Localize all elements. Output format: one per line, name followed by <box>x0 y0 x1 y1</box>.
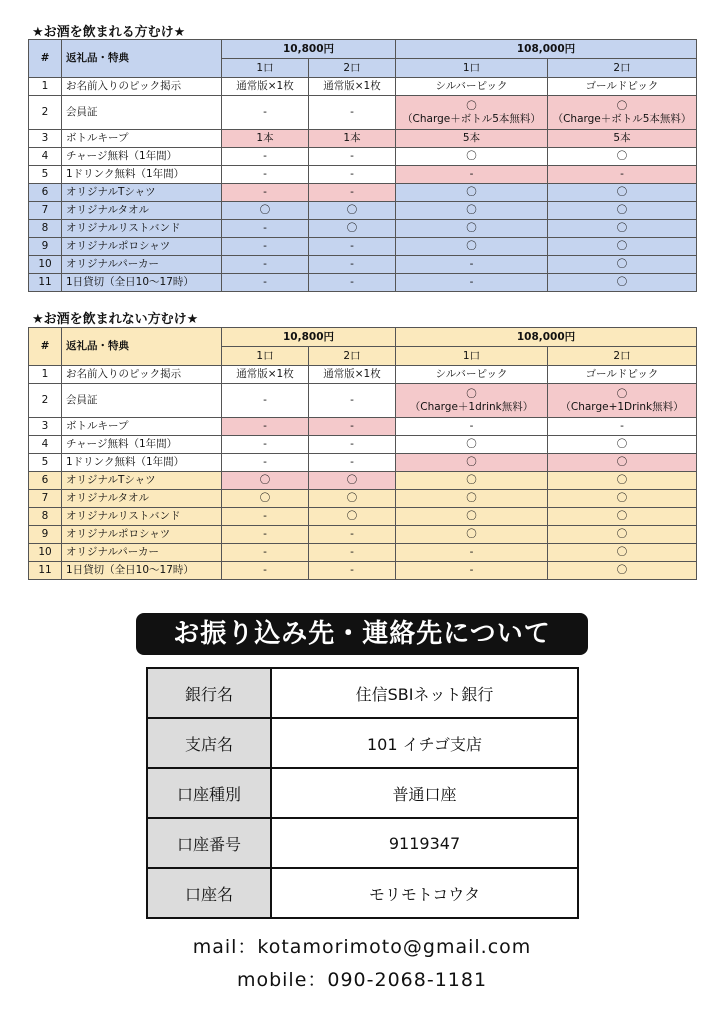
contact-mail: mail：kotamorimoto@gmail.com <box>192 936 532 958</box>
row-cell: 〇 <box>222 472 309 490</box>
header-unit: 1口 <box>222 59 309 78</box>
row-num: 8 <box>29 508 62 526</box>
bank-row <box>147 768 578 818</box>
header-num: # <box>29 40 62 78</box>
row-cell: - <box>396 418 548 436</box>
row-cell: - <box>222 238 309 256</box>
row-num: 10 <box>29 544 62 562</box>
bank-value: 普通口座 <box>271 768 578 818</box>
row-num: 5 <box>29 454 62 472</box>
bank-label: 銀行名 <box>147 668 271 718</box>
row-num: 5 <box>29 166 62 184</box>
row-cell: - <box>222 508 309 526</box>
row-name: ボトルキープ <box>62 418 222 436</box>
row-cell: 〇 <box>222 490 309 508</box>
row-cell: - <box>309 256 396 274</box>
row-cell: - <box>396 562 548 580</box>
row-num: 1 <box>29 366 62 384</box>
row-cell: 〇 <box>548 274 697 292</box>
row-name: オリジナルTシャツ <box>62 472 222 490</box>
bank-label: 口座種別 <box>147 768 271 818</box>
section-title-drinkers: ★お酒を飲まれる方むけ★ <box>32 25 186 40</box>
row-cell: 5本 <box>548 130 697 148</box>
row-cell: 〇 <box>396 436 548 454</box>
table-row <box>29 96 697 130</box>
row-cell: 〇 <box>396 220 548 238</box>
table-row <box>29 454 697 472</box>
row-name: チャージ無料（1年間） <box>62 436 222 454</box>
bank-row <box>147 868 578 918</box>
row-cell: - <box>309 96 396 130</box>
row-cell: - <box>309 436 396 454</box>
header-item: 返礼品・特典 <box>62 328 222 366</box>
row-cell: - <box>548 418 697 436</box>
row-cell: - <box>396 544 548 562</box>
header-unit: 2口 <box>548 59 697 78</box>
bank-row <box>147 668 578 718</box>
bank-row <box>147 718 578 768</box>
row-name: オリジナルタオル <box>62 202 222 220</box>
row-num: 2 <box>29 96 62 130</box>
row-cell: 通常版×1枚 <box>309 366 396 384</box>
table-row <box>29 256 697 274</box>
row-cell: シルバーピック <box>396 366 548 384</box>
row-cell: 〇 <box>548 526 697 544</box>
table-row <box>29 472 697 490</box>
header-price-10800: 10,800円 <box>222 328 396 347</box>
header-unit: 1口 <box>396 347 548 366</box>
member-note: （Charge＋1drink無料） <box>409 400 534 413</box>
row-cell: 〇 <box>396 526 548 544</box>
row-cell: 通常版×1枚 <box>222 78 309 96</box>
row-cell: - <box>222 562 309 580</box>
table-row <box>29 130 697 148</box>
row-cell: 〇 <box>548 184 697 202</box>
row-cell <box>548 96 697 130</box>
row-cell: 〇 <box>396 202 548 220</box>
row-cell: - <box>309 562 396 580</box>
bank-value: 住信SBIネット銀行 <box>271 668 578 718</box>
row-cell: 〇 <box>309 220 396 238</box>
header-unit: 1口 <box>222 347 309 366</box>
table-row <box>29 544 697 562</box>
row-cell: - <box>309 148 396 166</box>
row-num: 3 <box>29 130 62 148</box>
row-cell: 〇 <box>309 508 396 526</box>
header-unit: 2口 <box>548 347 697 366</box>
row-cell: 〇 <box>548 220 697 238</box>
row-cell: - <box>222 384 309 418</box>
table-row <box>29 148 697 166</box>
row-name: チャージ無料（1年間） <box>62 148 222 166</box>
row-cell: - <box>309 384 396 418</box>
row-cell: 〇 <box>548 256 697 274</box>
row-name: 会員証 <box>62 96 222 130</box>
row-num: 3 <box>29 418 62 436</box>
row-cell: - <box>222 256 309 274</box>
member-note: （Charge＋ボトル5本無料） <box>552 112 692 125</box>
table-row <box>29 562 697 580</box>
row-name: ボトルキープ <box>62 130 222 148</box>
row-cell <box>396 96 548 130</box>
row-cell: 〇 <box>548 148 697 166</box>
row-cell: 〇 <box>222 202 309 220</box>
row-num: 6 <box>29 184 62 202</box>
row-num: 9 <box>29 238 62 256</box>
row-cell <box>396 384 548 418</box>
row-cell: 〇 <box>548 454 697 472</box>
row-name: オリジナルリストバンド <box>62 220 222 238</box>
row-name: 会員証 <box>62 384 222 418</box>
row-cell: - <box>309 454 396 472</box>
row-cell: - <box>222 96 309 130</box>
row-cell: 〇 <box>396 238 548 256</box>
row-cell: 通常版×1枚 <box>309 78 396 96</box>
table-row <box>29 166 697 184</box>
row-name: 1ドリンク無料（1年間） <box>62 166 222 184</box>
header-unit: 1口 <box>396 59 548 78</box>
row-name: オリジナルポロシャツ <box>62 526 222 544</box>
row-cell: 〇 <box>309 490 396 508</box>
row-cell: - <box>309 166 396 184</box>
row-name: オリジナルパーカー <box>62 256 222 274</box>
table-row <box>29 274 697 292</box>
row-cell: - <box>222 148 309 166</box>
header-unit: 2口 <box>309 347 396 366</box>
bank-row <box>147 818 578 868</box>
row-name: 1ドリンク無料（1年間） <box>62 454 222 472</box>
row-cell: 5本 <box>396 130 548 148</box>
table-row <box>29 384 697 418</box>
row-cell: - <box>222 274 309 292</box>
row-cell: - <box>222 418 309 436</box>
row-cell: - <box>222 544 309 562</box>
row-cell: シルバーピック <box>396 78 548 96</box>
row-cell: - <box>309 238 396 256</box>
rewards-table-non-drinkers <box>28 327 697 580</box>
header-price-108000: 108,000円 <box>396 40 697 59</box>
bank-label: 支店名 <box>147 718 271 768</box>
header-price-108000: 108,000円 <box>396 328 697 347</box>
table-row <box>29 78 697 96</box>
table-row <box>29 220 697 238</box>
row-cell: 〇 <box>548 508 697 526</box>
row-name: お名前入りのピック掲示 <box>62 366 222 384</box>
row-num: 9 <box>29 526 62 544</box>
row-cell: - <box>396 274 548 292</box>
row-cell: - <box>222 220 309 238</box>
row-num: 10 <box>29 256 62 274</box>
payment-contact-banner: お振り込み先・連絡先について <box>136 613 588 655</box>
table-row <box>29 366 697 384</box>
section-title-non-drinkers: ★お酒を飲まれない方むけ★ <box>32 312 199 327</box>
row-name: オリジナルパーカー <box>62 544 222 562</box>
table-row <box>29 202 697 220</box>
row-num: 11 <box>29 562 62 580</box>
header-unit: 2口 <box>309 59 396 78</box>
row-name: 1日貸切（全日10〜17時） <box>62 274 222 292</box>
row-cell: - <box>222 526 309 544</box>
row-cell: - <box>396 166 548 184</box>
row-cell: 〇 <box>548 202 697 220</box>
row-cell: 〇 <box>396 472 548 490</box>
row-cell: 〇 <box>309 202 396 220</box>
row-cell: 〇 <box>548 562 697 580</box>
row-cell: 〇 <box>548 490 697 508</box>
row-cell: ゴールドピック <box>548 366 697 384</box>
table-header-row <box>29 40 697 59</box>
row-num: 4 <box>29 436 62 454</box>
table-row <box>29 238 697 256</box>
row-cell: 1本 <box>222 130 309 148</box>
bank-value: 101 イチゴ支店 <box>271 718 578 768</box>
row-name: オリジナルタオル <box>62 490 222 508</box>
row-cell: - <box>548 166 697 184</box>
row-cell: - <box>309 526 396 544</box>
row-name: オリジナルリストバンド <box>62 508 222 526</box>
bank-label: 口座名 <box>147 868 271 918</box>
table-row <box>29 508 697 526</box>
header-num: # <box>29 328 62 366</box>
row-cell: ゴールドピック <box>548 78 697 96</box>
row-name: オリジナルTシャツ <box>62 184 222 202</box>
row-cell: - <box>222 436 309 454</box>
row-cell: 〇 <box>396 148 548 166</box>
row-cell: 〇 <box>396 508 548 526</box>
circle-mark: 〇 <box>466 99 477 112</box>
row-cell: 〇 <box>396 184 548 202</box>
member-note: （Charge+1Drink無料） <box>560 400 684 413</box>
bank-value: 9119347 <box>271 818 578 868</box>
row-cell: 〇 <box>309 472 396 490</box>
bank-label: 口座番号 <box>147 818 271 868</box>
rewards-table-drinkers <box>28 39 697 292</box>
row-name: オリジナルポロシャツ <box>62 238 222 256</box>
header-price-10800: 10,800円 <box>222 40 396 59</box>
row-cell: - <box>309 418 396 436</box>
row-num: 7 <box>29 490 62 508</box>
row-num: 8 <box>29 220 62 238</box>
row-num: 2 <box>29 384 62 418</box>
row-cell <box>548 384 697 418</box>
member-note: （Charge＋ボトル5本無料） <box>402 112 541 125</box>
circle-mark: 〇 <box>466 387 477 400</box>
circle-mark: 〇 <box>616 99 628 112</box>
row-cell: 〇 <box>548 472 697 490</box>
row-num: 11 <box>29 274 62 292</box>
row-cell: 〇 <box>396 490 548 508</box>
row-num: 4 <box>29 148 62 166</box>
circle-mark: 〇 <box>616 387 628 400</box>
row-num: 7 <box>29 202 62 220</box>
bank-info-table <box>146 667 579 919</box>
row-cell: 〇 <box>548 238 697 256</box>
contact-mobile: mobile：090-2068-1181 <box>236 969 488 991</box>
row-cell: - <box>396 256 548 274</box>
table-row <box>29 418 697 436</box>
row-cell: - <box>309 544 396 562</box>
row-cell: 1本 <box>309 130 396 148</box>
row-cell: 〇 <box>548 436 697 454</box>
row-cell: - <box>222 184 309 202</box>
row-cell: 〇 <box>396 454 548 472</box>
row-cell: 〇 <box>548 544 697 562</box>
row-num: 1 <box>29 78 62 96</box>
table-row <box>29 436 697 454</box>
row-cell: 通常版×1枚 <box>222 366 309 384</box>
bank-value: モリモトコウタ <box>271 868 578 918</box>
table-row <box>29 184 697 202</box>
table-header-row <box>29 328 697 347</box>
row-num: 6 <box>29 472 62 490</box>
row-name: お名前入りのピック掲示 <box>62 78 222 96</box>
table-row <box>29 526 697 544</box>
row-cell: - <box>222 454 309 472</box>
row-cell: - <box>309 274 396 292</box>
row-name: 1日貸切（全日10〜17時） <box>62 562 222 580</box>
header-item: 返礼品・特典 <box>62 40 222 78</box>
row-cell: - <box>222 166 309 184</box>
row-cell: - <box>309 184 396 202</box>
table-row <box>29 490 697 508</box>
